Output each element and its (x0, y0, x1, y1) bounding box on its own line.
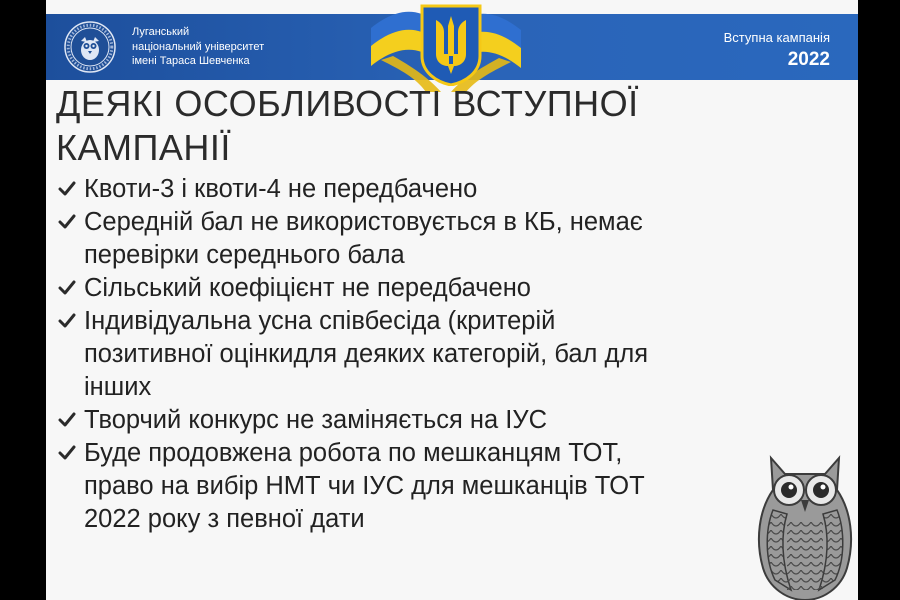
bullet-item (56, 437, 816, 536)
checkmark-icon (58, 278, 76, 298)
university-name-line: Луганський (132, 26, 190, 38)
checkmark-icon (58, 311, 76, 331)
campaign-title: Вступна кампанія (723, 30, 830, 45)
trident-icon (420, 4, 482, 86)
university-name (132, 25, 264, 69)
checkmark-icon (58, 410, 76, 430)
bullet-item (56, 305, 816, 404)
campaign-label (724, 30, 830, 72)
bullet-item (56, 206, 816, 272)
bullet-text: Середній бал не використовується в КБ, немає (84, 208, 643, 236)
university-seal-logo (64, 21, 116, 73)
bullet-text: Сільський коефіцієнт не передбачено (84, 274, 531, 302)
slide-title-line: КАМПАНІЇ (56, 127, 231, 168)
checkmark-icon (58, 443, 76, 463)
bullet-text: Квоти-3 і квоти-4 не передбачено (84, 175, 478, 203)
checkmark-icon (58, 179, 76, 199)
checkmark-icon (58, 212, 76, 232)
presentation-slide (46, 0, 858, 600)
campaign-year: 2022 (787, 49, 830, 70)
bullet-text: позитивної оцінкидля деяких категорій, бал для (84, 340, 649, 368)
slide-title (56, 82, 696, 170)
bullet-text: 2022 року з певної дати (84, 505, 365, 533)
bullet-text: інших (84, 373, 152, 401)
bullet-text: Буде продовжена робота по мешканцям ТОТ, (84, 439, 623, 467)
bullet-text: перевірки середнього бала (84, 241, 405, 269)
university-name-line: імені Тараса Шевченка (132, 55, 250, 67)
bullet-text: Творчий конкурс не заміняється на ІУС (84, 406, 547, 434)
university-name-line: національний університет (132, 40, 265, 53)
bullet-list (56, 173, 816, 536)
slide-title-line: ДЕЯКІ ОСОБЛИВОСТІ ВСТУПНОЇ (56, 83, 639, 124)
bullet-text: Індивідуальна усна співбесіда (критерій (84, 307, 556, 335)
owl-mascot-icon (751, 450, 858, 600)
bullet-text: право на вибір НМТ чи ІУС для мешканців ТОТ (84, 472, 645, 500)
bullet-item (56, 173, 816, 206)
bullet-item (56, 404, 816, 437)
bullet-item (56, 272, 816, 305)
